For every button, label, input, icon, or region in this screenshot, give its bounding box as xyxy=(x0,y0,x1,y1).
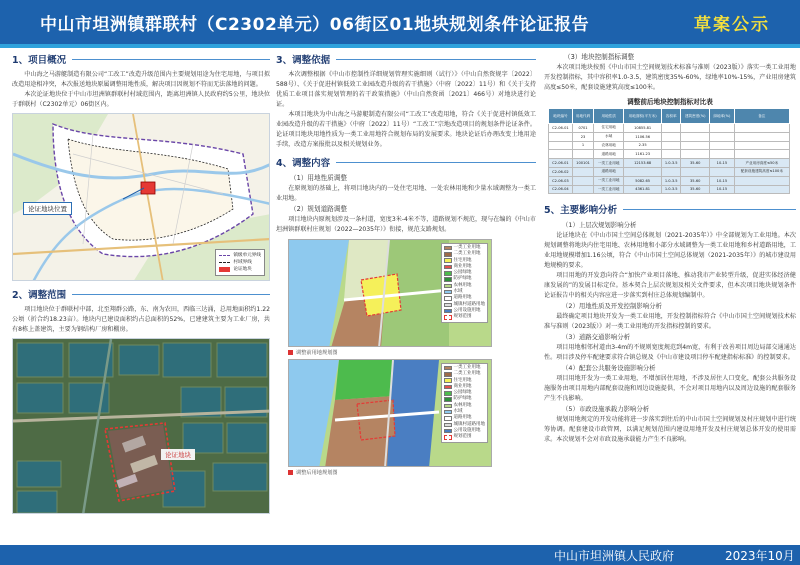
section-heading-overview: 1、项目概况 xyxy=(12,52,270,66)
impact-item-4-para: 项目用地开发为一类工业用地，不增加居住用地，不涉及居住人口变化，配套公共服务设施服务由项目用地内部配套设施和周边设施提供，不会对项目用地内以及周边设施的配套服务产生不良影响。 xyxy=(544,375,796,403)
footer-organization: 中山市坦洲镇人民政府 xyxy=(554,549,675,563)
content-item-2-text: 项目地块内原规划涉及一条村道，宽度3米-4米不等，道路规划不规范，现与在编的《中山市坦洲镇群联村庄规划（2022—2035年）》衔接，规范支路规划。 xyxy=(276,216,536,233)
draft-badge: 草案公示 xyxy=(694,15,770,35)
table-cell xyxy=(734,176,789,185)
table-cell xyxy=(549,132,573,141)
table-cell xyxy=(549,141,573,150)
table-cell: C2-06-01 xyxy=(549,159,573,168)
table-cell xyxy=(710,132,734,141)
table-cell: 农林用地 xyxy=(594,141,624,150)
table-cell: 100101 xyxy=(572,159,593,168)
impact-item-5-label: （5）市政设施承载力影响分析 xyxy=(562,405,650,414)
table-cell: 1.0-3.5 xyxy=(662,159,681,168)
aerial-photo xyxy=(12,338,270,514)
table-cell xyxy=(710,141,734,150)
table-header-cell: 用地代码 xyxy=(572,109,593,124)
table-cell: 10-15 xyxy=(710,185,734,194)
table-cell: C2-06-01 xyxy=(549,124,573,133)
legend-item: 道路用地 xyxy=(444,295,486,301)
legend-item: 农林用地 xyxy=(444,403,486,409)
content-item-1-text: 在原规划的基础上，将项目地块内的一处住宅用地、一处农林用地和少量水域调整为一类工业用地。 xyxy=(276,185,536,202)
section-heading-scope: 2、调整范围 xyxy=(12,287,270,301)
indicator-table-title: 调整前后地块控制指标对比表 xyxy=(627,98,713,106)
table-cell xyxy=(572,167,593,176)
table-header-cell: 地块编号 xyxy=(549,109,573,124)
legend-item: 水域 xyxy=(444,289,486,295)
table-row xyxy=(549,124,790,133)
table-header-cell: 建筑密度(%) xyxy=(681,109,710,124)
impact-item-1-para-1: 论证地块在《中山市国土空间总体规划（2021-2035年）》中全部规划为工业用地。本次规划调整将地块内住宅用地、农林用地和小部分水域调整为一类工业用地和乡村道路用地，工业用地规模增加1.16公顷，符合《中山市国土空间总体规划（2021-2035年）》的城市建设用地规模的要求。 xyxy=(544,232,796,270)
legend-item: 商业用地 xyxy=(444,264,486,270)
legend-item: 道路用地 xyxy=(444,415,486,421)
legend-item: 一类工业用地 xyxy=(444,365,486,371)
table-cell: 4361.81 xyxy=(624,185,662,194)
table-cell xyxy=(681,150,710,159)
table-header-cell: 用地面积(平方米) xyxy=(624,109,662,124)
basis-paragraph-2: 本项目地块为中山海之马游艇制造有限公司“工改工”改造用地，符合《关于促进村镇低效工业园改造升级的若干措施》（中府〔2022〕11号）“工改工”宗地改造项目的规划条件论证条件。论证项目地块用地性质为一类工业用地符合规划布局的发展要求。地块论证后办理改变土地用途手续，改造方案报批以及相关规划业务。 xyxy=(276,111,536,148)
table-cell xyxy=(734,124,789,133)
table-cell xyxy=(624,167,662,176)
table-cell: 产业用房高度≤50米 xyxy=(734,159,789,168)
table-row xyxy=(549,167,790,176)
legend-item: 公园绿地 xyxy=(444,270,486,276)
impact-item-5-para: 规划用地规定的开发功能将进一步落实到往后的中山市国土空间规划及村庄规划中进行统筹协调。配套建设市政管网，以满足规划范围内建设用地开发及村庄规划总体开发的使用需求。本次规划不会对市政设施承载能力产生不良影响。 xyxy=(544,416,796,444)
plan-map-before-caption: 调整前用地规划图 xyxy=(288,349,536,356)
content-item-2-label: （2）规划道路调整 xyxy=(290,205,347,213)
table-cell: 1.0-3.5 xyxy=(662,185,681,194)
legend-item: 一类工业用地 xyxy=(444,245,486,251)
impact-item-4-label: （4）配套公共服务设施影响分析 xyxy=(562,364,656,373)
plan-map-legend-before xyxy=(441,243,489,323)
table-cell xyxy=(549,150,573,159)
table-row xyxy=(549,185,790,194)
table-cell xyxy=(572,150,593,159)
impact-item-3-para: 项目用地相邻村道由3-4m的不规则宽度规范到4m宽，有利于改善项目周边局部交通通达性。项目涉及停车配建要求符合镇总规及《中山市建设项目停车配建指标标准》的控制要求。 xyxy=(544,344,796,362)
legend-item: 住宅用地 xyxy=(444,258,486,264)
plan-map-before xyxy=(288,239,492,347)
table-cell: 35-60 xyxy=(681,159,710,168)
indicator-adjust-text: 本次项目地块按照《中山市国土空间规划技术标准与准则（2023版）》落实一类工业用地开发控制指标，其中容积率1.0-3.5，建筑密度35%-60%，绿地率10%-15%，产业用房建筑高度≤50米，配套设施建筑高度≤100米。 xyxy=(544,64,796,91)
table-cell: 1.0-3.5 xyxy=(662,176,681,185)
table-cell: 一类工业用地 xyxy=(594,185,624,194)
section-heading-impact: 5、主要影响分析 xyxy=(544,202,796,216)
footer-date: 2023年10月 xyxy=(725,549,795,563)
basis-paragraph-1: 本次调整根据《中山市控制性详细规划管理实施细则（试行）》（中山自然资规字〔2022〕588号）、《关于促进村镇低效工业园改造升级的若干措施》（中府〔2022〕11号）和《关于支持优质工业项目落实规划管理的若干政策措施》（中山自然资函〔2021〕466号）对地块进行论证。 xyxy=(276,71,536,108)
legend-item: 公园绿地 xyxy=(444,390,486,396)
table-cell xyxy=(734,150,789,159)
table-cell xyxy=(681,141,710,150)
table-cell: 一类工业用地 xyxy=(594,176,624,185)
header-accent-bar xyxy=(0,44,800,48)
table-cell: 道路用地 xyxy=(594,150,624,159)
table-cell: 10-15 xyxy=(710,176,734,185)
legend-item: 防护绿地 xyxy=(444,396,486,402)
legend-item: 二类工业用地 xyxy=(444,251,486,257)
table-cell xyxy=(710,167,734,176)
content-item-1-label: （1）用地性质调整 xyxy=(290,174,347,182)
table-row xyxy=(549,141,790,150)
table-cell xyxy=(572,176,593,185)
table-header-cell: 容积率 xyxy=(662,109,681,124)
table-cell xyxy=(681,167,710,176)
table-cell: 2.35 xyxy=(624,141,662,150)
section-heading-content: 4、调整内容 xyxy=(276,155,536,169)
table-cell xyxy=(572,185,593,194)
overview-paragraph-2: 本次论证地块位于中山市坦洲镇群联村村域范围内，距离坦洲镇人民政府约5公里，地块位于群联村（C2302单元）06街区内。 xyxy=(12,91,270,108)
table-cell: C2-06-03 xyxy=(549,176,573,185)
table-cell: 23 xyxy=(572,132,593,141)
table-cell xyxy=(734,132,789,141)
impact-item-1-label: （1）上层次规划影响分析 xyxy=(562,221,637,230)
table-cell: 10855.81 xyxy=(624,124,662,133)
table-cell: 12153.68 xyxy=(624,159,662,168)
page-footer xyxy=(0,545,800,565)
impact-item-1-para-2: 项目用地的开发意向符合“加快产业项目落地、推动我市产业转型升级，促进实体经济健康发展的”的发展目标定位。基本契合上层次规划及相关文件要求，但本次项目地块规划条件论证报告中的相关内容应进一步落实到村庄总体规划编制中。 xyxy=(544,272,796,300)
table-cell: 5082.65 xyxy=(624,176,662,185)
map-label-site: 论证地块位置 xyxy=(23,202,72,215)
table-cell: 1106.56 xyxy=(624,132,662,141)
legend-item: 水域 xyxy=(444,409,486,415)
indicator-adjust-label: （3）地块控制指标调整 xyxy=(564,53,635,61)
photo-label-site: 论证地块 xyxy=(161,449,195,460)
scope-paragraph: 项目地块位于群联村中部，北至翔群公路，东、南为农田，西临三达涌，总用地面积约1.22公顷（折合约18.23亩）。地块内已建设面积约占总面积的52%，已建建筑主要为工业厂房，共有8栋上盖建筑，主要为钢结构厂房和棚房。 xyxy=(12,306,270,333)
table-cell: 0701 xyxy=(572,124,593,133)
table-cell: 1 xyxy=(572,141,593,150)
legend-item: 公用设施用地 xyxy=(444,428,486,434)
column-middle xyxy=(276,52,536,542)
impact-item-3-label: （3）道路交通影响分析 xyxy=(562,333,630,342)
table-cell: 10-15 xyxy=(710,159,734,168)
legend-item: 农林用地 xyxy=(444,283,486,289)
impact-item-2-para: 最终确定项目地块开发为一类工业用地，开发控制指标符合《中山市国土空间规划技术标准与准则（2023版）》对一类工业用地的开发指标控制的要求。 xyxy=(544,313,796,331)
plan-map-after-caption: 调整后用地规划图 xyxy=(288,469,536,476)
legend-item: 商业用地 xyxy=(444,384,486,390)
location-map-legend: 镇级单元界线 村域界线 论证地块 xyxy=(215,249,265,276)
plan-map-after xyxy=(288,359,492,467)
table-cell xyxy=(662,124,681,133)
table-cell: 住宅用地 xyxy=(594,124,624,133)
table-row xyxy=(549,150,790,159)
column-left xyxy=(12,52,270,542)
table-cell: C2-06-02 xyxy=(549,167,573,176)
legend-item: 城镇村道路用地 xyxy=(444,302,486,308)
aerial-photo-graphic xyxy=(13,339,270,514)
table-cell xyxy=(662,150,681,159)
table-row xyxy=(549,132,790,141)
table-cell xyxy=(734,141,789,150)
page-title: 中山市坦洲镇群联村（C2302单元）06街区01地块规划条件论证报告 xyxy=(40,15,590,35)
legend-item: 住宅用地 xyxy=(444,378,486,384)
table-cell: 35-60 xyxy=(681,176,710,185)
page-header xyxy=(0,0,800,44)
legend-item: 公用设施用地 xyxy=(444,308,486,314)
table-cell xyxy=(662,132,681,141)
table-cell xyxy=(710,124,734,133)
overview-paragraph-1: 中山海之马游艇制造有限公司“工改工”改造升级范围内主要规划用途为住宅用地，与项目拟改造用途相冲突，本次报送地块原属调整用地性质，解决项目因规划不符而无法落地的问题。 xyxy=(12,71,270,88)
table-cell: 道路用地 xyxy=(594,167,624,176)
table-cell xyxy=(710,150,734,159)
table-cell: 配套设施建筑高度≤100米 xyxy=(734,167,789,176)
column-right xyxy=(544,52,796,542)
legend-item: 规划范围 xyxy=(444,314,486,320)
section-heading-basis: 3、调整依据 xyxy=(276,52,536,66)
indicator-table xyxy=(548,108,790,194)
table-cell: C2-06-04 xyxy=(549,185,573,194)
legend-item: 规划范围 xyxy=(444,434,486,440)
table-cell xyxy=(734,185,789,194)
legend-item: 二类工业用地 xyxy=(444,371,486,377)
table-cell xyxy=(662,167,681,176)
plan-map-legend-after xyxy=(441,363,489,443)
table-row xyxy=(549,159,790,168)
table-header-cell: 用地性质 xyxy=(594,109,624,124)
table-cell: 35-60 xyxy=(681,185,710,194)
table-cell xyxy=(681,124,710,133)
table-cell: 1161.23 xyxy=(624,150,662,159)
legend-item: 城镇村道路用地 xyxy=(444,422,486,428)
legend-item: 防护绿地 xyxy=(444,276,486,282)
impact-item-2-label: （2）用地性质及开发控制影响分析 xyxy=(562,302,662,311)
table-header-cell: 绿地率(%) xyxy=(710,109,734,124)
table-cell: 水域 xyxy=(594,132,624,141)
table-cell xyxy=(662,141,681,150)
table-cell xyxy=(681,132,710,141)
location-map xyxy=(12,113,270,281)
table-row xyxy=(549,176,790,185)
table-cell: 一类工业用地 xyxy=(594,159,624,168)
table-header-cell: 备注 xyxy=(734,109,789,124)
